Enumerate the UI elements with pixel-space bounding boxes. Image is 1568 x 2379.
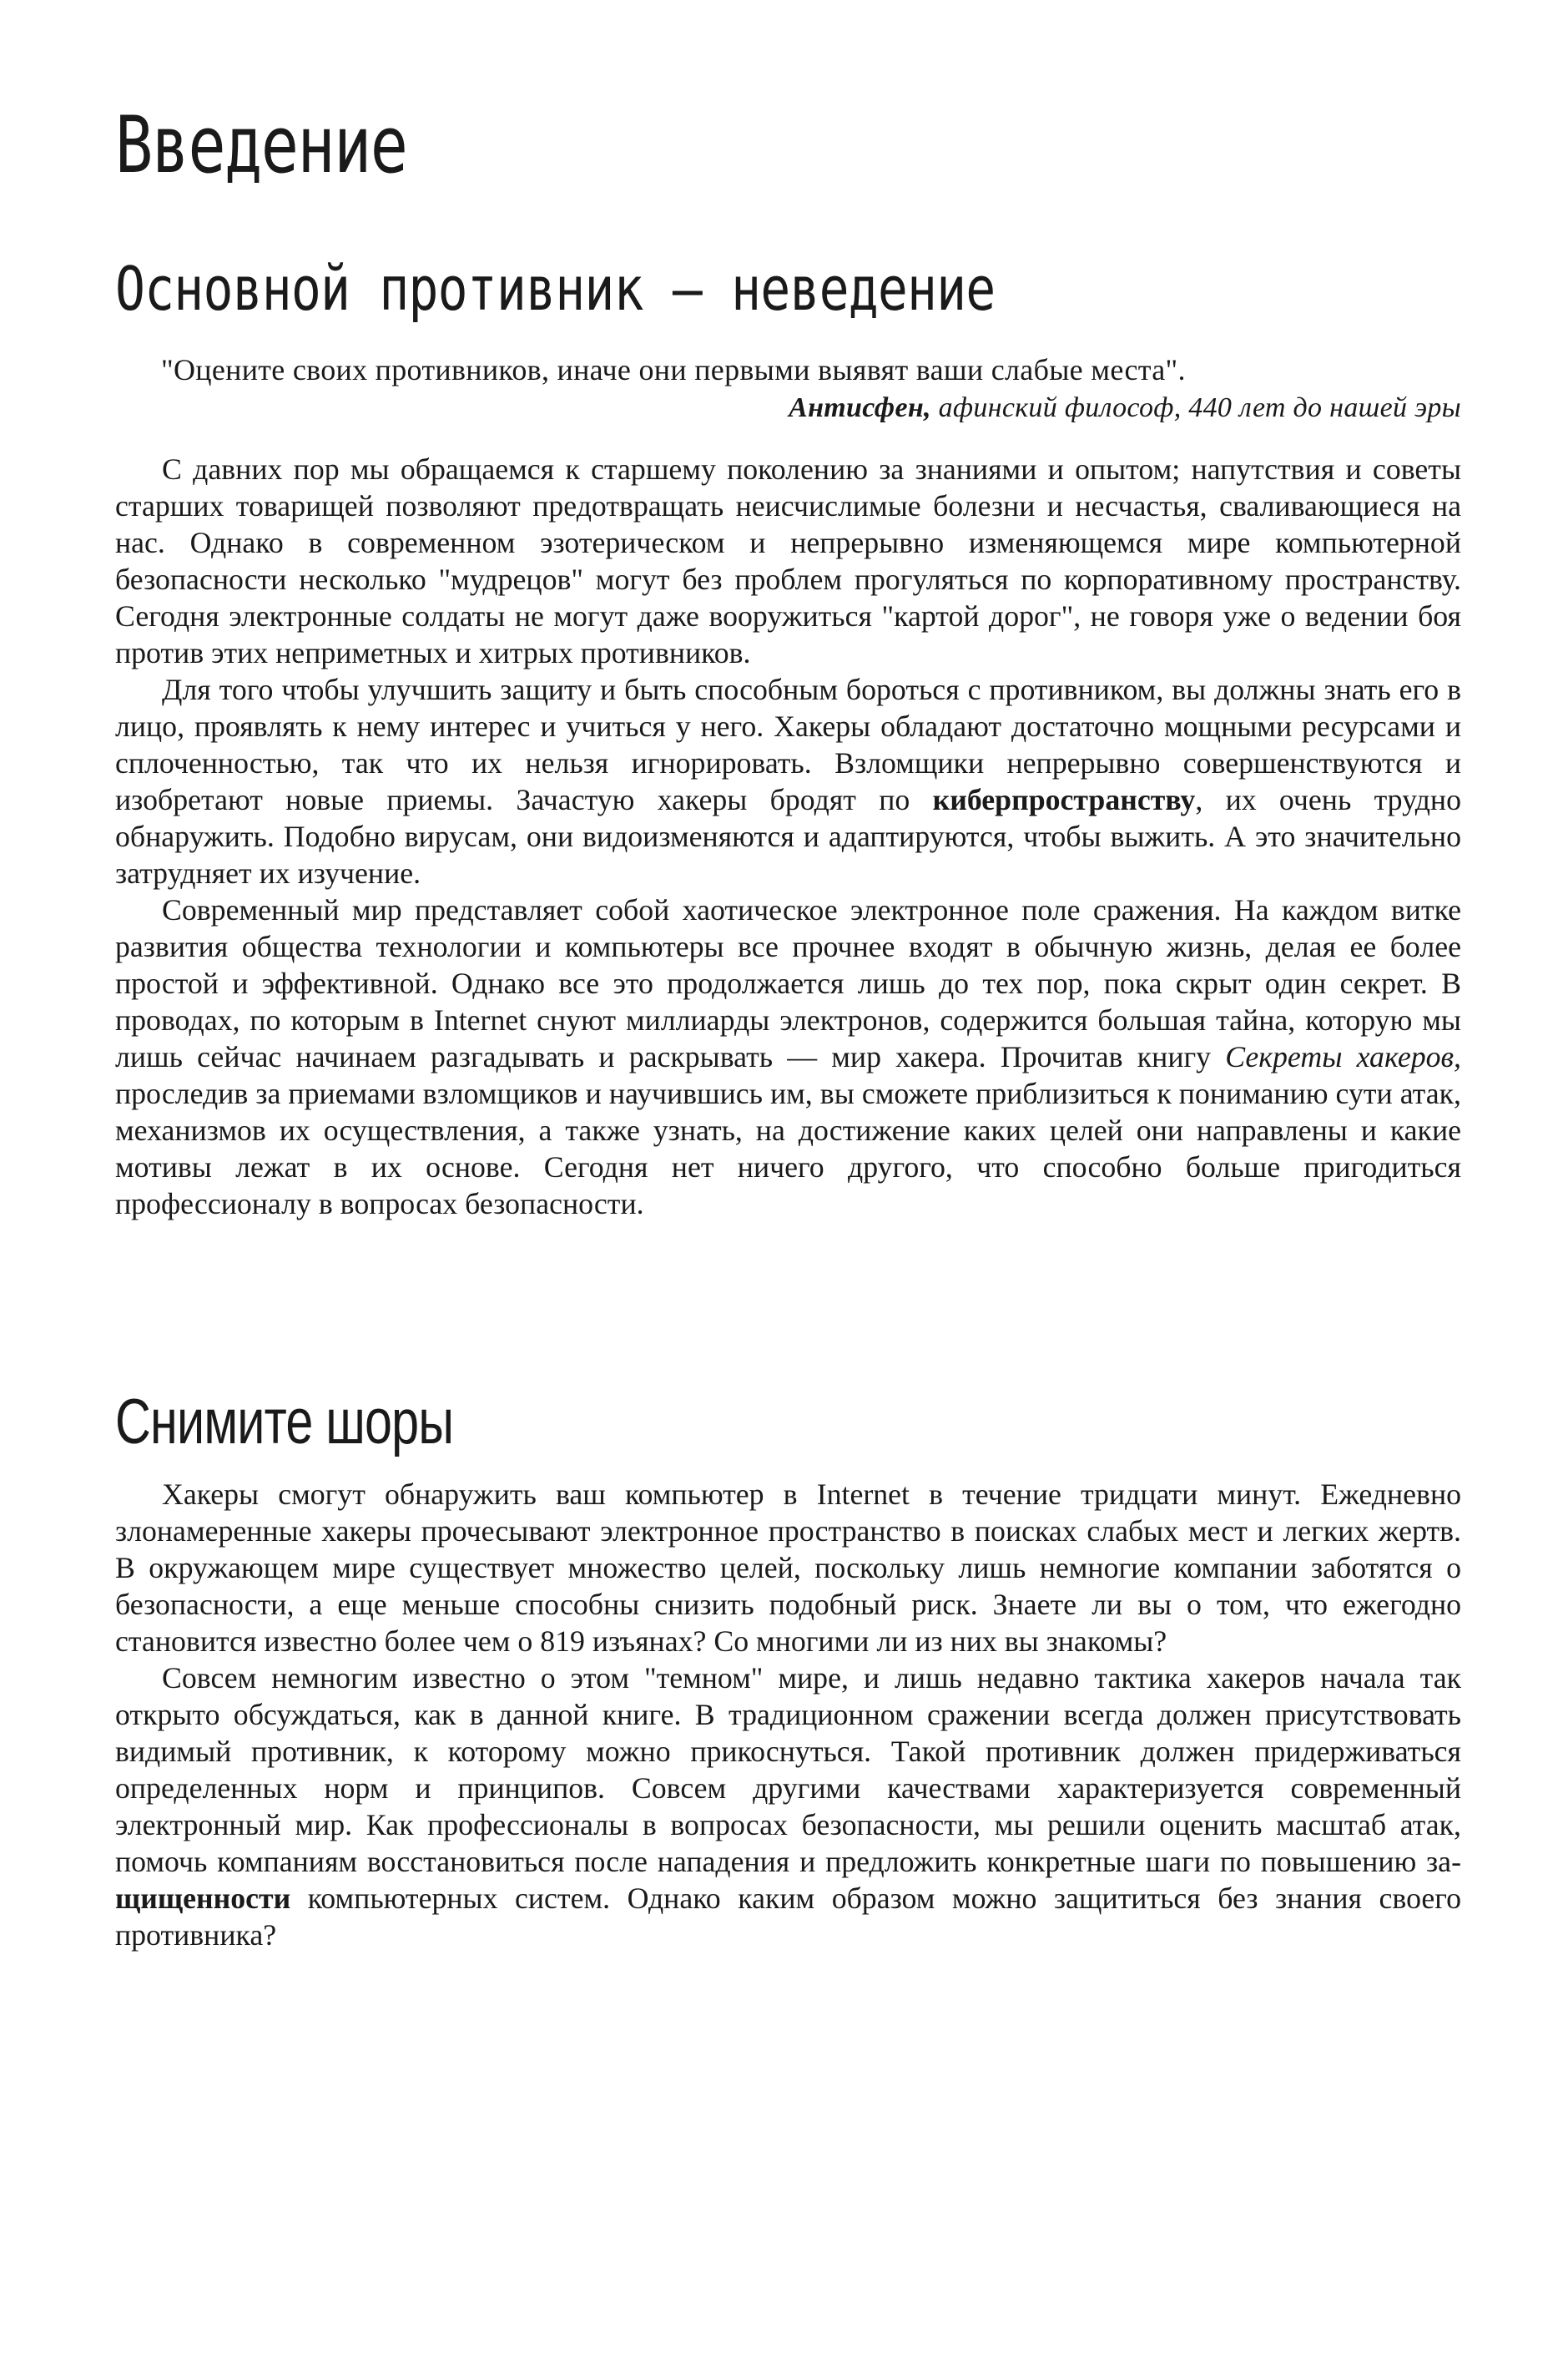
epigraph [161, 351, 1461, 427]
paragraph-text: проследив за приемами взломщиков и научившись им, вы сможете приблизиться к пониманию сути атак, механизмов их осуществления, а также узнать, на достижение каких целей они направлены и какие мотивы лежат в их основе. Сегодня нет ничего другого, что способно больше пригодиться профессионалу в вопросах безопасности. [115, 1077, 1461, 1220]
paragraph-text: , их очень трудно обнаружить. Подобно вирусам, они видоизменяются и адаптируются, чтобы выжить. А это значительно затрудняет их изучение. [115, 783, 1461, 890]
epigraph-author: Антисфен, [789, 392, 931, 423]
paragraph [115, 891, 1461, 1222]
paragraph-text: Для того чтобы улучшить защиту и быть способным бороться с противником, вы должны знать его в лицо, проявлять к нему интерес и учиться у него. Хакеры обладают достаточно мощными ресурсами и сплоченностью, так что их нельзя игнорировать. Взломщики непрерывно совершенствуются и изобретают новые приемы. Зачастую хакеры бродят по [115, 673, 1461, 816]
paragraph-text: Совсем немногим известно о этом "темном" мире, и лишь недавно тактика хакеров начала так открыто обсуждаться, как в данной книге. В традиционном сражении всегда должен присутствовать видимый противник, к которому можно прикоснуться. Такой противник должен придерживаться определенных норм и принципов. Совсем другими качествами характеризуется современный электронный мир. Как профессионалы в вопросах безопасности, мы решили оценить масштаб атак, помочь компаниям восстановиться после нападения и предложить конкретные шаги по повышению за- [115, 1661, 1461, 1878]
section-title-adversary: Основной противник – неведение [115, 254, 996, 324]
overprinted-word: щищенности [115, 1881, 291, 1915]
book-title: Секреты хакеров, [1225, 1040, 1461, 1073]
paragraph-text: компьютерных систем. Однако каким образом можно защититься без знания своего противника? [115, 1881, 1461, 1952]
epigraph-attribution [161, 389, 1461, 427]
paragraph [115, 1659, 1461, 1953]
paragraph [115, 671, 1461, 891]
paragraph: Хакеры смогут обнаружить ваш компьютер в Internet в течение тридцати минут. Ежедневно злонамеренные хакеры прочесывают электронное пространство в поисках слабых мест и легких жертв. В окружающем мире существует множество целей, поскольку лишь немногие компании заботятся о безопасности, а еще меньше способны снизить подобный риск. Знаете ли вы о том, что ежегодно становится известно более чем о 819 изъянах? Со многими ли из них вы знакомы? [115, 1477, 1461, 1658]
section1-body [115, 451, 1461, 1222]
section2-body [115, 1476, 1461, 1953]
overprinted-word: киберпространству [932, 783, 1196, 816]
paragraph: С давних пор мы обращаемся к старшему поколению за знаниями и опытом; напутствия и советы старших товарищей позволяют предотвращать неисчислимые болезни и несчастья, сваливающиеся на нас. Однако в современном эзотерическом и непрерывно изменяющемся мире компьютерной безопасности несколько "мудрецов" могут без проблем прогуляться по корпоративному пространству. Сегодня электронные солдаты не могут даже вооружиться "картой дорог", не говоря уже о ведении боя против этих неприметных и хитрых противников. [115, 452, 1461, 669]
chapter-title: Введение [115, 100, 407, 191]
paragraph-text: Современный мир представляет собой хаотическое электронное поле сражения. На каждом витке развития общества технологии и компьютеры все прочнее входят в обычную жизнь, делая ее более простой и эффективной. Однако все это продолжается лишь до тех пор, пока скрыт один секрет. В проводах, по которым в Internet снуют миллиарды электронов, содержится большая тайна, которую мы лишь сейчас начинаем разгадывать и раскрывать — мир хакера. Прочитав книгу [115, 893, 1461, 1073]
epigraph-quote: "Оцените своих противников, иначе они первыми выявят ваши слабые места". [161, 353, 1186, 386]
epigraph-role: афинский философ, 440 лет до нашей эры [930, 392, 1461, 423]
section-title-blinders: Снимите шоры [115, 1386, 454, 1457]
